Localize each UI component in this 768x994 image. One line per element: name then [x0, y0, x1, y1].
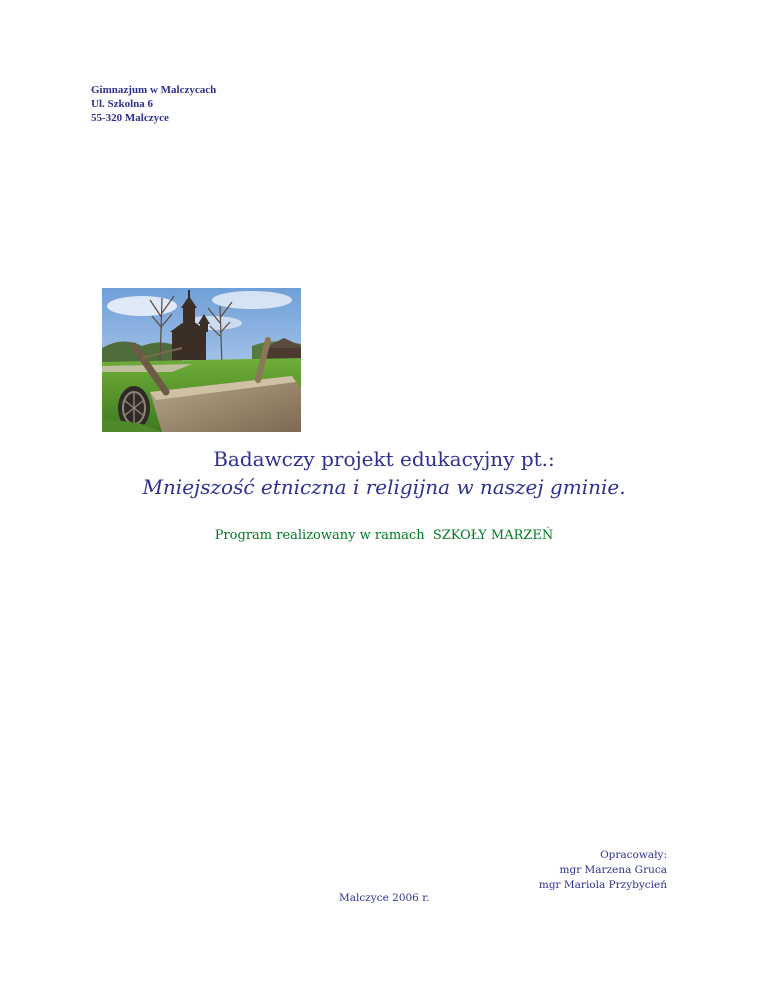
school-address	[91, 83, 216, 125]
project-subtitle: Mniejszość etniczna i religijna w naszej gminie.	[142, 475, 626, 499]
authors-block	[539, 848, 667, 893]
school-street: Ul. Szkolna 6	[91, 98, 154, 110]
school-name: Gimnazjum w Malczycach	[91, 84, 217, 96]
project-title: Badawczy projekt edukacyjny pt.:	[213, 447, 555, 471]
author-name: mgr Marzena Gruca	[559, 864, 667, 876]
author-name: mgr Mariola Przybycień	[538, 879, 667, 891]
church-photo	[102, 288, 301, 432]
place-date: Malczyce 2006 r.	[339, 892, 430, 904]
school-postal: 55-320 Malczyce	[91, 112, 169, 124]
program-line: Program realizowany w ramach SZKOŁY MARZEŃ	[214, 528, 554, 543]
authors-heading: Opracowały:	[600, 849, 667, 861]
